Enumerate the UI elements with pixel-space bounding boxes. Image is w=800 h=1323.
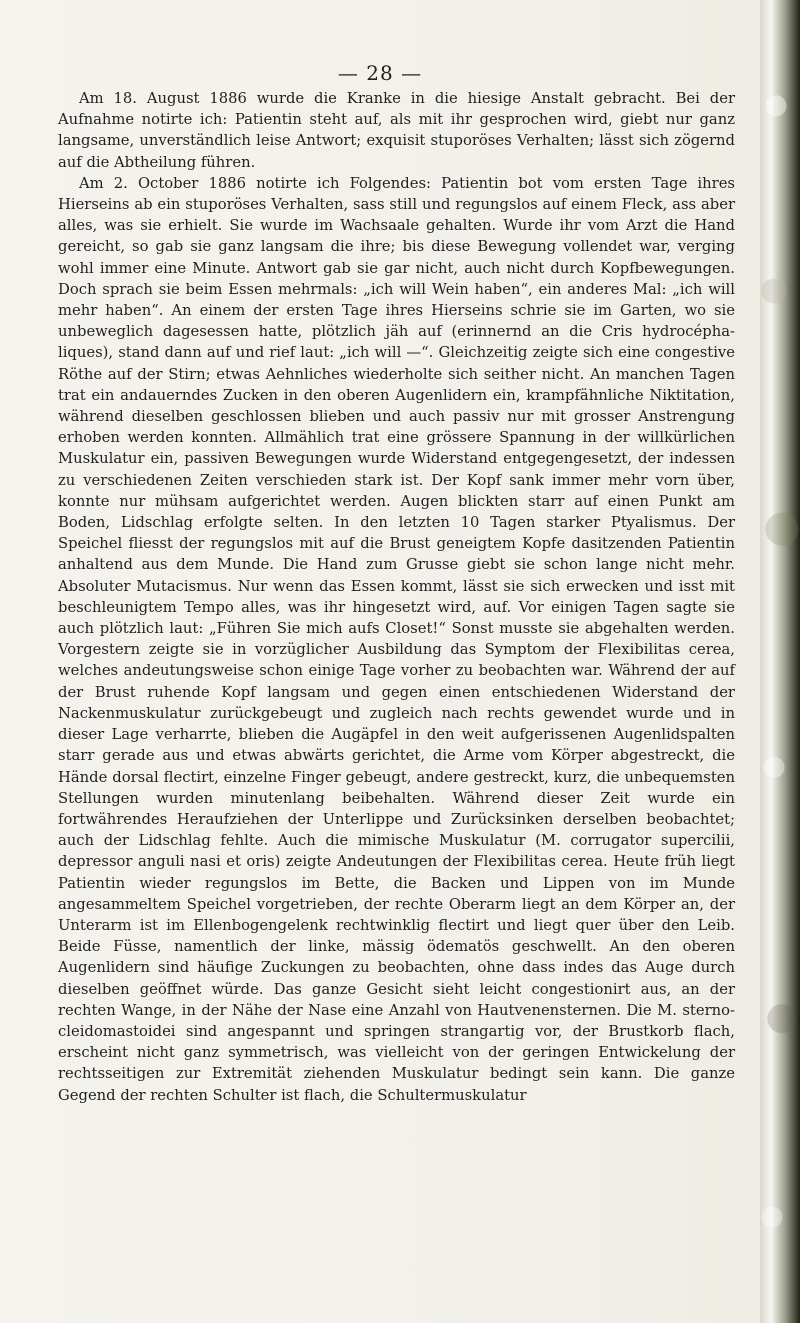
paragraph: Am 2. October 1886 notirte ich Folgendes: Patientin bot vom ersten Tage ihres Hierseins ab ein stuporöses Verhalten, sass still und regungslos auf einem Fleck, ass aber alles, was sie erhielt. Sie wurde im Wachsaale gehalten. Wurde ihr vom Arzt die Hand gereicht, so gab sie ganz langsam die ihre; bis diese Bewegung vollendet war, verging wohl immer eine Minute. Antwort gab sie gar nicht, auch nicht durch Kopfbewegungen. Doch sprach sie beim Essen mehrmals: „ich will Wein haben“, ein anderes Mal: „ich will mehr haben“. An einem der ersten Tage ihres Hierseins schrie sie im Garten, wo sie unbeweglich dagesessen hatte, plötzlich jäh auf (erinnernd an die Cris hydrocépha-liques), stand dann auf und rief laut: „ich will —“. Gleichzeitig zeigte sich eine congestive Röthe auf der Stirn; etwas Aehnliches wiederholte sich seither nicht. An manchen Tagen trat ein andauerndes Zucken in den oberen Augenlidern ein, krampfähnliche Niktitation, während dieselben geschlossen blieben und auch passiv nur mit grosser Anstrengung erhoben werden konnten. Allmählich trat eine grössere Spannung in der willkürlichen Muskulatur ein, passiven Bewegungen wurde Widerstand entgegengesetzt, der indessen zu verschiedenen Zeiten verschieden stark ist. Der Kopf sank immer mehr vorn über, konnte nur mühsam aufgerichtet werden. Augen blickten starr auf einen Punkt am Boden, Lidschlag erfolgte selten. In den letzten 10 Tagen starker Ptyalismus. Der Speichel fliesst der regungslos mit auf die Brust geneigtem Kopfe dasitzenden Patientin anhaltend aus dem Munde. Die Hand zum Grusse giebt sie schon lange nicht mehr. Absoluter Mutacismus. Nur wenn das Essen kommt, lässt sie sich erwecken und isst mit beschleunigtem Tempo alles, was ihr hingesetzt wird, auf. Vor einigen Tagen sagte sie auch plötzlich laut: „Führen Sie mich aufs Closet!“ Sonst musste sie abgehalten werden. Vorgestern zeigte sie in vorzüglicher Ausbildung das Symptom der Flexibilitas cerea, welches andeutungsweise schon einige Tage vorher zu beobachten war. Während der auf der Brust ruhende Kopf langsam und gegen einen entschiedenen Widerstand der Nackenmuskulatur zurückgebeugt und zugleich nach rechts gewendet wurde und in dieser Lage verharrte, blieben die Augäpfel in den weit aufgerissenen Augenlidspalten starr gerade aus und etwas abwärts gerichtet, die Arme vom Körper abgestreckt, die Hände dorsal flectirt, einzelne Finger gebeugt, andere gestreckt, kurz, die unbequemsten Stellungen wurden minutenlang beibehalten. Während dieser Zeit wurde ein fortwährendes Heraufziehen der Unterlippe und Zurücksinken derselben beobachtet; auch der Lidschlag fehlte. Auch die mimische Muskulatur (M. corrugator supercilii, depressor anguli nasi et oris) zeigte Andeutungen der Flexibilitas cerea. Heute früh liegt Patientin wieder regungslos im Bette, die Backen und Lippen von im Munde angesammeltem Speichel vorgetrieben, der rechte Oberarm liegt an dem Körper an, der Unterarm ist im Ellenbogengelenk rechtwinklig flectirt und liegt quer über den Leib. Beide Füsse, namentlich der linke, mässig ödematös geschwellt. An den oberen Augenlidern sind häufige Zuckungen zu beobachten, ohne dass indes das Auge durch dieselben geöffnet würde. Das ganze Gesicht sieht leicht congestionirt aus, an der rechten Wange, in der Nähe der Nase eine Anzahl von Hautvenensternen. Die M. sterno-cleidomastoidei sind angespannt und springen strangartig vor, der Brustkorb flach, erscheint nicht ganz symmetrisch, was vielleicht von der geringen Entwickelung der rechtsseitigen zur Extremität ziehenden Muskulatur bedingt sein kann. Die ganze Gegend der rechten Schulter ist flach, die Schultermuskulatur: [58, 174, 735, 1104]
page-number: — 28 —: [337, 61, 423, 85]
paragraph: Am 18. August 1886 wurde die Kranke in die hiesige Anstalt gebracht. Bei der Aufnahme notirte ich: Patientin steht auf, als mit ihr gesprochen wird, giebt nur ganz langsame, unverständlich leise Antwort; exquisit stuporöses Verhalten; lässt sich zögernd auf die Abtheilung führen.: [58, 90, 735, 171]
page-content: [58, 88, 735, 1106]
page-edge-shadow: [760, 0, 800, 1323]
